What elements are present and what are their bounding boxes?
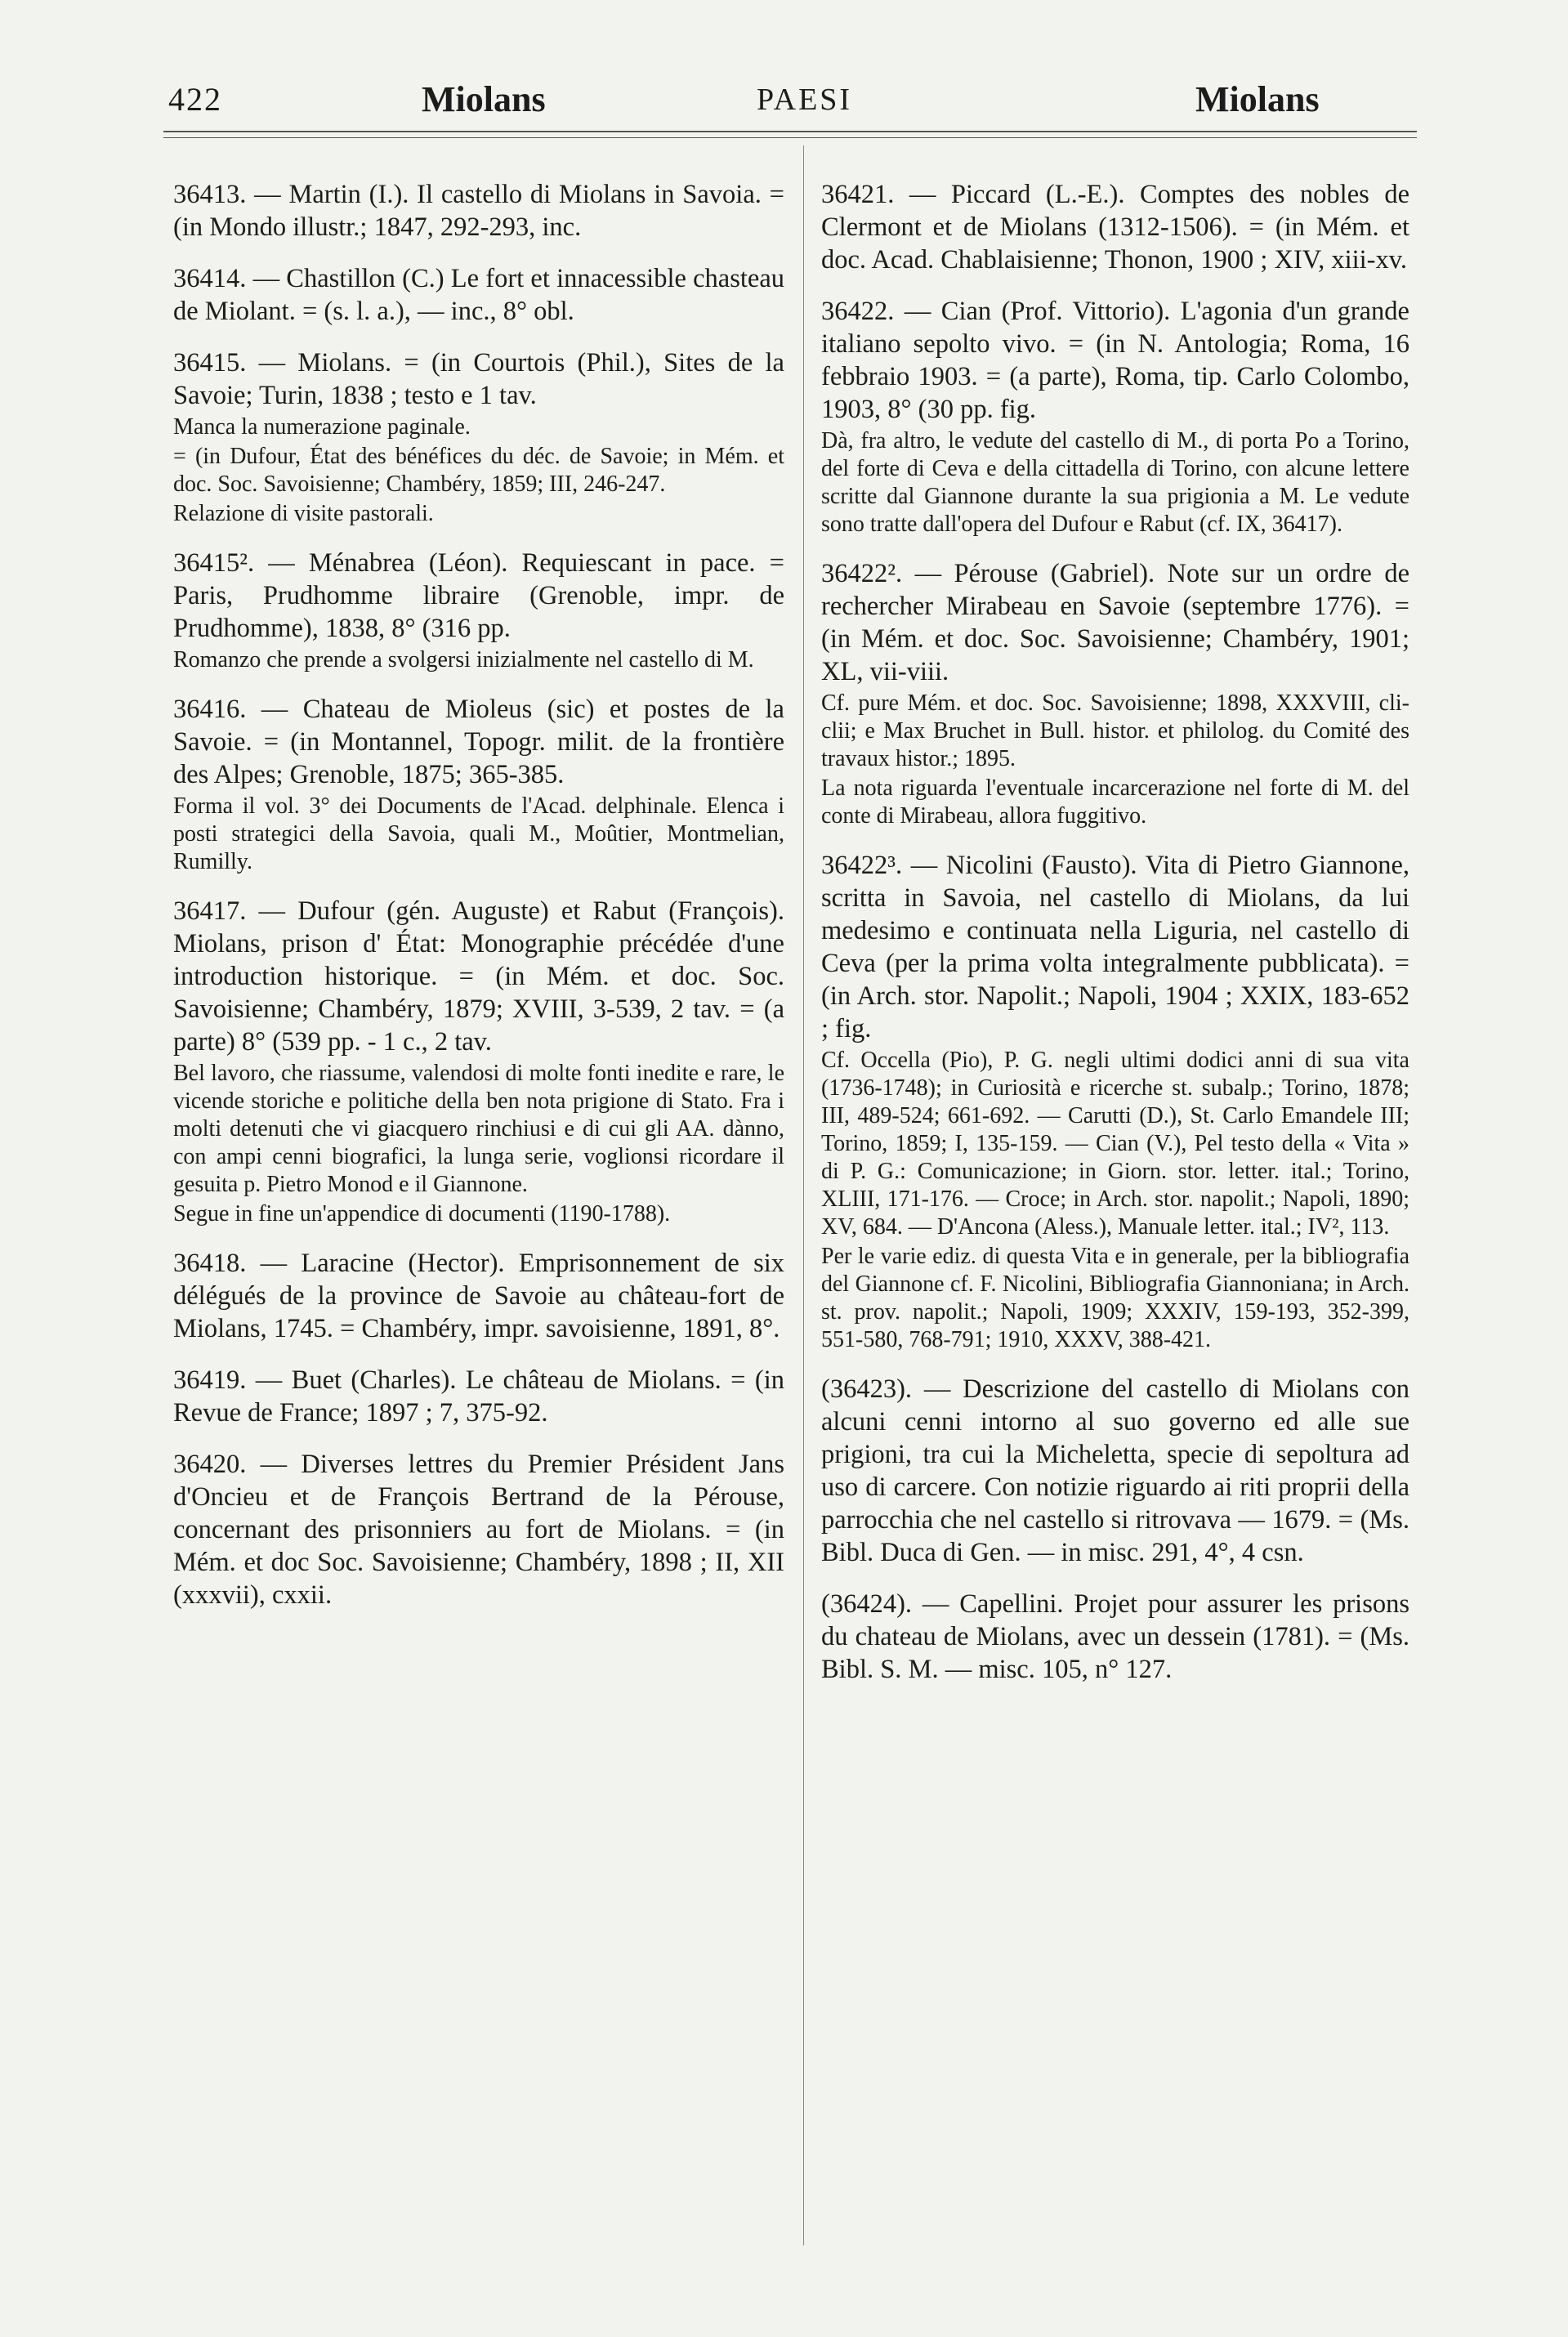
bibliography-entry <box>821 557 1409 830</box>
bibliography-entry <box>173 1364 784 1429</box>
entry-note: Romanzo che prende a svolgersi inizialmente nel castello di M. <box>173 647 754 673</box>
entry-note: Dà, fra altro, le vedute del castello di M., di porta Po a Torino, del forte di Ceva e della cittadella di Torino, con alcune lettere scritte dal Giannone durante la sua prigionia a M. Le vedute sono tratte dall'opera del Dufour e Rabut (cf. IX, 36417). <box>821 428 1409 537</box>
entry-citation: 36422. — Cian (Prof. Vittorio). L'agonia d'un grande italiano sepolto vivo. = (in N. Antologia; Roma, 16 febbraio 1903. = (a parte), Roma, tip. Carlo Colombo, 1903, 8° (30 pp. fig. <box>821 297 1409 424</box>
bibliography-entry <box>173 895 784 1228</box>
bibliography-entry <box>821 849 1409 1354</box>
bibliography-entry <box>821 178 1409 276</box>
entry-note: Per le varie ediz. di questa Vita e in generale, per la bibliografia del Giannone cf. F. Nicolini, Bibliografia Giannoniana; in Arch. st. prov. napolit.; Napoli, 1909; XXXIV, 159-193, 352-399, 551-580, 768-791; 1910, XXXV, 388-421. <box>821 1244 1409 1352</box>
bibliography-entry <box>173 178 784 244</box>
entry-note: Relazione di visite pastorali. <box>173 501 434 526</box>
header-rule-thin <box>163 137 1417 138</box>
column-divider <box>803 145 804 2245</box>
entry-citation: 36422². — Pérouse (Gabriel). Note sur un ordre de rechercher Mirabeau en Savoie (septembre 1776). = (in Mém. et doc. Soc. Savoisienne; Chambéry, 1901; XL, vii-viii. <box>821 559 1409 686</box>
entry-note: Manca la numerazione paginale. <box>173 414 471 440</box>
bibliography-entry <box>173 693 784 876</box>
running-title-right: Miolans <box>1195 79 1320 119</box>
entry-citation: 36419. — Buet (Charles). Le château de Miolans. = (in Revue de France; 1897 ; 7, 375-92. <box>173 1365 784 1428</box>
bibliography-entry <box>173 1448 784 1611</box>
entry-citation: 36422³. — Nicolini (Fausto). Vita di Pietro Giannone, scritta in Savoia, nel castello di Miolans, da lui medesimo e continuata nella Liguria, nel castello di Ceva (per la prima volta integralmente pubblicata). = (in Arch. stor. Napolit.; Napoli, 1904 ; XXIX, 183-652 ; fig. <box>821 851 1409 1043</box>
entry-note: Segue in fine un'appendice di documenti (1190-1788). <box>173 1201 671 1227</box>
entry-note: La nota riguarda l'eventuale incarcerazione nel forte di M. del conte di Mirabeau, allora fuggitivo. <box>821 775 1409 829</box>
left-column <box>173 178 784 1630</box>
entry-note: = (in Dufour, État des bénéfices du déc. de Savoie; in Mém. et doc. Soc. Savoisienne; Chambéry, 1859; III, 246-247. <box>173 444 784 497</box>
bibliography-entry <box>821 295 1409 538</box>
page-header <box>162 75 1418 124</box>
section-title: PAESI <box>757 83 853 117</box>
header-rule <box>163 131 1417 132</box>
bibliography-entry <box>173 1247 784 1345</box>
entry-citation: 36418. — Laracine (Hector). Emprisonnement de six délégués de la province de Savoie au château-fort de Miolans, 1745. = Chambéry, impr. savoisienne, 1891, 8°. <box>173 1249 784 1343</box>
entry-citation: 36420. — Diverses lettres du Premier Président Jans d'Oncieu et de François Bertrand de la Pérouse, concernant des prisonniers au fort de Miolans. = (in Mém. et doc Soc. Savoisienne; Chambéry, 1898 ; II, XII (xxxvii), cxxii. <box>173 1450 784 1610</box>
entry-citation: (36424). — Capellini. Projet pour assurer les prisons du chateau de Miolans, avec un dessein (1781). = (Ms. Bibl. S. M. — misc. 105, n° 127. <box>821 1589 1409 1684</box>
entry-citation: 36416. — Chateau de Mioleus (sic) et postes de la Savoie. = (in Montannel, Topogr. milit. de la frontière des Alpes; Grenoble, 1875; 365-385. <box>173 695 784 789</box>
entry-citation: 36421. — Piccard (L.-E.). Comptes des nobles de Clermont et de Miolans (1312-1506). = (in Mém. et doc. Acad. Chablaisienne; Thonon, 1900 ; XIV, xiii-xv. <box>821 180 1409 275</box>
entry-note: Forma il vol. 3° dei Documents de l'Acad. delphinale. Elenca i posti strategici della Savoia, quali M., Moûtier, Montmelian, Rumilly. <box>173 793 784 874</box>
entry-citation: (36423). — Descrizione del castello di Miolans con alcuni cenni intorno al suo governo ed alle sue prigioni, tra cui la Micheletta, specie di sepoltura ad uso di carcere. Con notizie riguardo ai riti proprii della parrocchia che nel castello si ritrovava — 1679. = (Ms. Bibl. Duca di Gen. — in misc. 291, 4°, 4 csn. <box>821 1374 1409 1567</box>
bibliography-entry <box>173 547 784 674</box>
entry-note: Cf. Occella (Pio), P. G. negli ultimi dodici anni di sua vita (1736-1748); in Curiosità e ricerche st. subalp.; Torino, 1878; III, 489-524; 661-692. — Carutti (D.), St. Carlo Emandele III; Torino, 1859; I, 135-159. — Cian (V.), Pel testo della « Vita » di P. G.: Comunicazione; in Giorn. stor. letter. ital.; Torino, XLIII, 171-176. — Croce; in Arch. stor. napolit.; Napoli, 1890; XV, 684. — D'Ancona (Aless.), Manuale letter. ital.; IV², 113. <box>821 1048 1409 1240</box>
right-column <box>821 178 1409 1705</box>
entry-note: Cf. pure Mém. et doc. Soc. Savoisienne; 1898, XXXVIII, cli-clii; e Max Bruchet in Bull. histor. et philolog. du Comité des travaux histor.; 1895. <box>821 690 1409 771</box>
page-number: 422 <box>168 81 222 118</box>
entry-citation: 36415². — Ménabrea (Léon). Requiescant in pace. = Paris, Prudhomme libraire (Grenoble, impr. de Prudhomme), 1838, 8° (316 pp. <box>173 548 784 643</box>
entry-citation: 36414. — Chastillon (C.) Le fort et innacessible chasteau de Miolant. = (s. l. a.), — inc., 8° obl. <box>173 264 784 326</box>
bibliography-entry <box>821 1588 1409 1686</box>
entry-note: Bel lavoro, che riassume, valendosi di molte fonti inedite e rare, le vicende storiche e politiche della ben nota prigione di Stato. Fra i molti detenuti che vi giacquero rinchiusi e di cui gli AA. dànno, con ampi cenni biografici, la lunga serie, voglionsi ricordare il gesuita p. Pietro Monod e il Giannone. <box>173 1061 784 1197</box>
bibliography-entry <box>173 346 784 528</box>
running-title-left: Miolans <box>422 79 546 119</box>
entry-citation: 36413. — Martin (I.). Il castello di Miolans in Savoia. = (in Mondo illustr.; 1847, 292-293, inc. <box>173 180 784 242</box>
bibliography-entry <box>821 1373 1409 1569</box>
entry-citation: 36415. — Miolans. = (in Courtois (Phil.), Sites de la Savoie; Turin, 1838 ; testo e 1 tav. <box>173 348 784 410</box>
entry-citation: 36417. — Dufour (gén. Auguste) et Rabut (François). Miolans, prison d' État: Monographie précédée d'une introduction historique. = (in Mém. et doc. Soc. Savoisienne; Chambéry, 1879; XVIII, 3-539, 2 tav. = (a parte) 8° (539 pp. - 1 c., 2 tav. <box>173 896 784 1057</box>
bibliography-entry <box>173 262 784 328</box>
